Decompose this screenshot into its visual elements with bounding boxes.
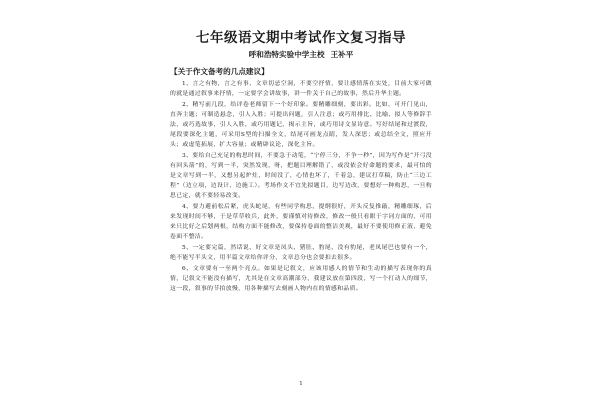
- section-heading: 【关于作文备考的几点建议】: [170, 67, 269, 76]
- school-name: 呼和浩特实验中学主校: [248, 50, 325, 59]
- paragraph-6: 6、文章要有一至两个亮点。如果是记叙文，应该用感人的情节和生动的描写表现你的真情，记叙文不能没有描写，尤其是在文章高潮部分，我建议放在第四段，写一个打动人的细节，这一段，叙事的节拍放慢，用各种描写去刻画人物内在的情感和品质。: [170, 266, 432, 292]
- paragraph-3: 3、要给自己充足的构思时间，不要急于动笔，“宁停三分，不争一秒”，因为写作是“开弓没有回头箭”的，写到一半，突然发现，呀，把题目理解错了，或没依会好命题的要求，最可怕的是文章写到一半，又想另起炉灶，时间没了，心情也坏了，千着急，建议打草稿，防止“三边工程”（边立项，边设计，边施工）。考场作文不宜先拟题目，边写边改，要想好一种构思，一旦构思已定，就不要轻易改变。: [170, 153, 432, 199]
- paragraph-4: 4、要力避前松后紧，虎头蛇尾，有些同学构思，提纲很好，开头反复推敲，精雕细琢，后来发现时间不够，于是草草收兵，此外，要谨慎对待修改，修改一般只看眼于字词方面的，可用来只比好之后划两根，结构方面不能修改，要保持卷面的整洁美观，最好不要使用修正液，避免卷面不整洁。: [170, 204, 432, 240]
- document-title: 七年级语文期中考试作文复习指导: [196, 30, 406, 46]
- paragraph-2: 2、精写前几段，给评卷老师留下一个好印象。要精雕细刻，要出彩。比如，可开门见山，直奔主题；可制造悬念，引人入胜；可提出问题，引人注意；或巧用排比、比喻、拟人等修辞手法，或巧选故事，引人入胜，或巧用题记，揭示主旨，或巧用诗文显诗意。写好结尾和过渡段，尾段要深化主题，可采用S型的扫描全文，结尾可画龙点睛，发人深思；或总结全文，照应开头；或虚笔拓展，扩大容量；或精辟议论，深化主旨。: [170, 102, 432, 148]
- paragraph-5: 5、一定要完篇，然话说，好文章是凤头、猪肚、豹尾，没有豹尾，老凤尾巴也要有一个，绝不能写半头文，用半篇文章给你评分，文章总分也会要扣去很多。: [170, 245, 432, 261]
- document-page: [160, 8, 442, 396]
- paragraph-1: 1、言之有物，言之有事，文章切忌空洞，不要空抒情，要让感情落在实处，目前大家可做的就是通过叙事来抒情，一定要学会讲故事，讲一件关于自己的故事，然后升华主题。: [170, 81, 432, 97]
- page-number: 1: [299, 381, 303, 387]
- author-name: 王补平: [330, 50, 354, 59]
- author-line: [170, 50, 432, 60]
